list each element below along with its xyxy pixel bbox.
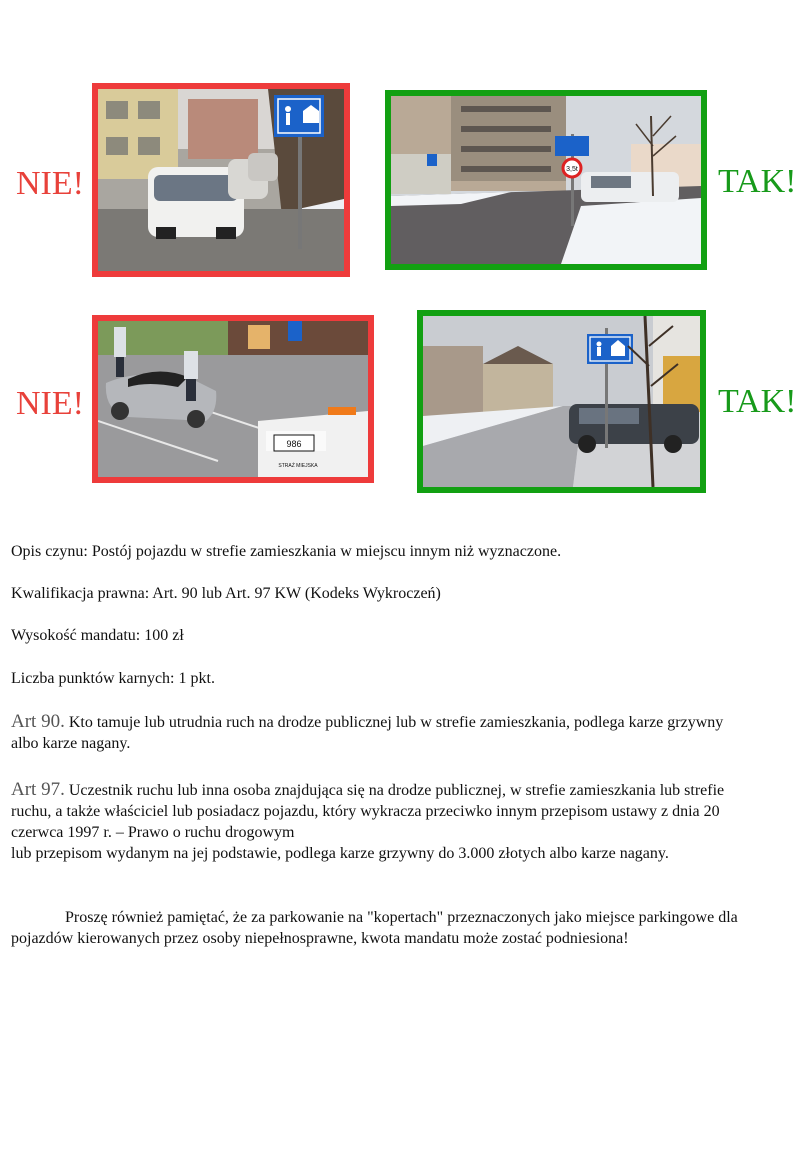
article-97-text-1: Uczestnik ruchu lub inna osoba znajdująca się na drodze publicznej, w strefie zamieszkania lub strefie ruchu, a także właściciel lub posiadacz pojazdu, który wykracza przeciwko innym przepisom ustawy z dnia 20 czerwca 1997 r. – Prawo o ruchu drogowym (11, 782, 725, 841)
photo-tak-2 (417, 310, 706, 493)
photo-nie-1-image (98, 89, 344, 271)
police-van-number-text: 986 (286, 439, 302, 449)
nie-label-2: NIE! (16, 385, 84, 422)
article-90-text: Kto tamuje lub utrudnia ruch na drodze publicznej lub w strefie zamieszkania, podlega karze grzywny albo karze nagany. (11, 714, 724, 752)
nie-label-1: NIE! (16, 165, 84, 202)
kwalifikacja-prawna: Kwalifikacja prawna: Art. 90 lub Art. 97 KW (Kodeks Wykroczeń) (11, 585, 441, 602)
photo-tak-2-image (423, 316, 700, 487)
police-van-text: STRAŻ MIEJSKA (278, 463, 318, 469)
tak-label-2: TAK! (718, 383, 797, 420)
photo-tak-1 (385, 90, 707, 270)
photo-nie-2 (92, 315, 374, 483)
tak-label-1: TAK! (718, 163, 797, 200)
article-90-number: Art 90. (11, 711, 65, 732)
photo-nie-2-image (98, 321, 368, 477)
wysokosc-mandatu: Wysokość mandatu: 100 zł (11, 627, 184, 644)
article-97-number: Art 97. (11, 779, 65, 800)
weight-limit-sign-text: 3,5t (566, 166, 578, 173)
koperty-note: Proszę również pamiętać, że za parkowanie na "kopertach" przeznaczonych jako miejsce parkingowe dla pojazdów kierowanych przez osoby niepełnosprawne, kwota mandatu może zostać podniesiona! (11, 909, 738, 947)
article-97 (11, 779, 751, 864)
punkty-karne: Liczba punktów karnych: 1 pkt. (11, 670, 215, 687)
article-90 (11, 711, 731, 754)
photo-nie-1 (92, 83, 350, 277)
article-97-text-2: lub przepisom wydanym na jej podstawie, podlega karze grzywny do 3.000 złotych albo karze nagany. (11, 845, 669, 862)
photo-tak-1-image (391, 96, 701, 264)
opis-czynu: Opis czynu: Postój pojazdu w strefie zamieszkania w miejscu innym niż wyznaczone. (11, 543, 562, 560)
